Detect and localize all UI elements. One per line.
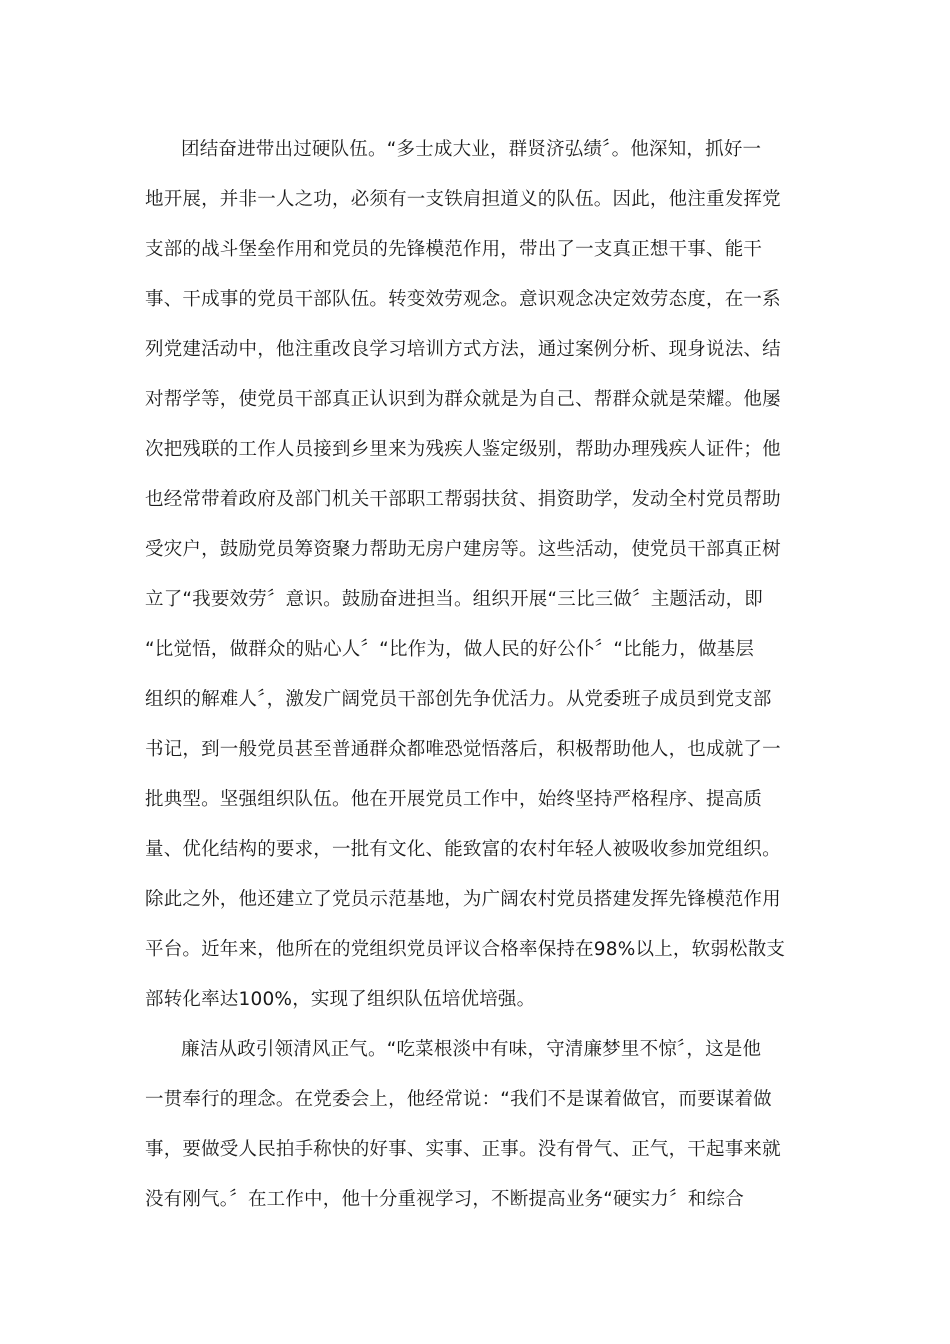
paragraph-1-line-11: “比觉悟，做群众的贴心人〞“比作为，做人民的好公仆〞“比能力，做基层 [145, 639, 755, 660]
paragraph-1-line-14: 批典型。坚强组织队伍。他在开展党员工作中，始终坚持严格程序、提高质 [145, 789, 763, 810]
paragraph-2-line-4: 没有刚气。〞在工作中，他十分重视学习，不断提高业务“硬实力〞和综合 [145, 1189, 744, 1210]
paragraph-1-line-7: 次把残联的工作人员接到乡里来为残疾人鉴定级别，帮助办理残疾人证件；他 [145, 439, 781, 460]
paragraph-1-line-6: 对帮学等，使党员干部真正认识到为群众就是为自己、帮群众就是荣耀。他屡 [145, 389, 781, 410]
paragraph-1-line-1: 团结奋进带出过硬队伍。“多士成大业，群贤济弘绩〞。他深知，抓好一 [181, 139, 762, 160]
paragraph-1-line-18: 部转化率达100%，实现了组织队伍培优培强。 [145, 989, 536, 1010]
paragraph-2-line-1: 廉洁从政引领清风正气。“吃菜根淡中有味，守清廉梦里不惊〞，这是他 [181, 1039, 762, 1060]
paragraph-2-line-3: 事，要做受人民拍手称快的好事、实事、正事。没有骨气、正气，干起事来就 [145, 1139, 781, 1160]
paragraph-1-line-9: 受灾户，鼓励党员筹资聚力帮助无房户建房等。这些活动，使党员干部真正树 [145, 539, 781, 560]
paragraph-1-line-17: 平台。近年来，他所在的党组织党员评议合格率保持在98%以上，软弱松散支 [145, 939, 786, 960]
paragraph-1-line-3: 支部的战斗堡垒作用和党员的先锋模范作用，带出了一支真正想干事、能干 [145, 239, 763, 260]
paragraph-1-line-15: 量、优化结构的要求，一批有文化、能致富的农村年轻人被吸收参加党组织。 [145, 839, 781, 860]
paragraph-1-line-12: 组织的解难人〞，激发广阔党员干部创先争优活力。从党委班子成员到党支部 [145, 689, 772, 710]
paragraph-1-line-2: 地开展，并非一人之功，必须有一支铁肩担道义的队伍。因此，他注重发挥党 [145, 189, 781, 210]
paragraph-1-line-13: 书记，到一般党员甚至普通群众都唯恐觉悟落后，积极帮助他人，也成就了一 [145, 739, 781, 760]
paragraph-1-line-10: 立了“我要效劳〞意识。鼓励奋进担当。组织开展“三比三做〞主题活动，即 [145, 589, 763, 610]
paragraph-1-line-16: 除此之外，他还建立了党员示范基地，为广阔农村党员搭建发挥先锋模范作用 [145, 889, 781, 910]
paragraph-1-line-8: 也经常带着政府及部门机关干部职工帮弱扶贫、捐资助学，发动全村党员帮助 [145, 489, 781, 510]
paragraph-2-line-2: 一贯奉行的理念。在党委会上，他经常说：“我们不是谋着做官，而要谋着做 [145, 1089, 772, 1110]
paragraph-1-line-5: 列党建活动中，他注重改良学习培训方式方法，通过案例分析、现身说法、结 [145, 339, 781, 360]
paragraph-1-line-4: 事、干成事的党员干部队伍。转变效劳观念。意识观念决定效劳态度，在一系 [145, 289, 781, 310]
